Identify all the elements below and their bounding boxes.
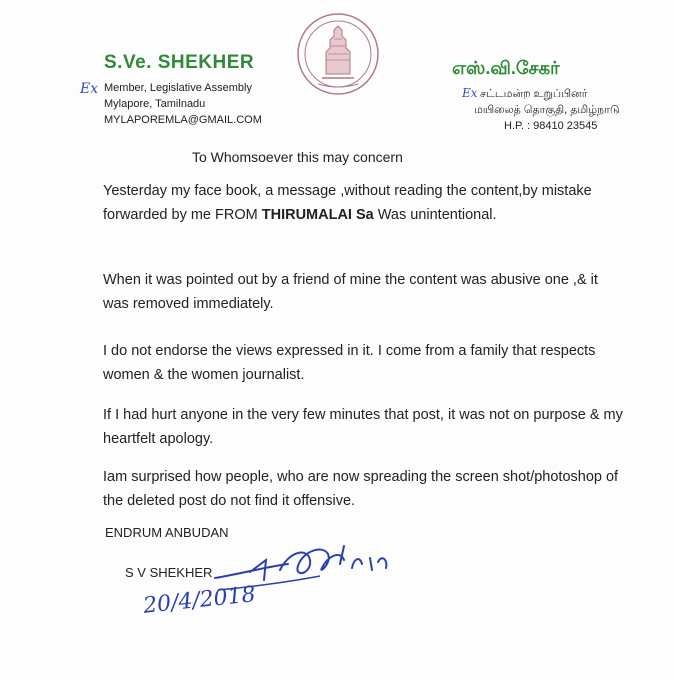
paragraph-3: I do not endorse the views expressed in it. I come from a family that respects women & the women journalist.	[103, 343, 596, 383]
handwritten-ex-mark-tamil: Ex	[462, 86, 478, 100]
phone-number: H.P. : 98410 23545	[504, 120, 598, 132]
salutation: To Whomsoever this may concern	[192, 149, 403, 165]
designation-tamil: சட்டமன்ற உறுப்பினர்	[480, 88, 588, 100]
paragraph-1-end: Was unintentional.	[373, 207, 497, 223]
constituency-tamil: மயிலைத் தொகுதி, தமிழ்நாடு	[474, 104, 620, 116]
closing: ENDRUM ANBUDAN	[105, 525, 229, 540]
designation: Member, Legislative Assembly	[104, 82, 252, 94]
email: MYLAPOREMLA@GMAIL.COM	[104, 114, 262, 126]
signer-name: S V SHEKHER	[125, 565, 213, 580]
paragraph-4: If I had hurt anyone in the very few minutes that post, it was not on purpose & my heartfelt apology.	[103, 407, 623, 447]
handwritten-date: 20/4/2018	[142, 582, 257, 619]
paragraph-5: Iam surprised how people, who are now spreading the screen shot/photoshop of the deleted post do not find it offensive.	[103, 469, 619, 509]
paragraph-1-text: Yesterday my face book, a message ,without reading the content,by mistake forwarded by me FROM	[103, 183, 592, 223]
handwritten-ex-mark: Ex	[80, 81, 99, 97]
paragraph-1-bold: THIRUMALAI Sa	[261, 207, 374, 223]
paragraph-1	[103, 179, 623, 227]
sender-name: S.Ve. SHEKHER	[104, 52, 255, 73]
paragraph-2: When it was pointed out by a friend of mine the content was abusive one ,& it was removed immediately.	[103, 272, 598, 312]
sender-name-tamil: எஸ்.வி.சேகர்	[452, 58, 560, 78]
address: Mylapore, Tamilnadu	[104, 98, 206, 110]
state-emblem-icon	[296, 12, 380, 96]
